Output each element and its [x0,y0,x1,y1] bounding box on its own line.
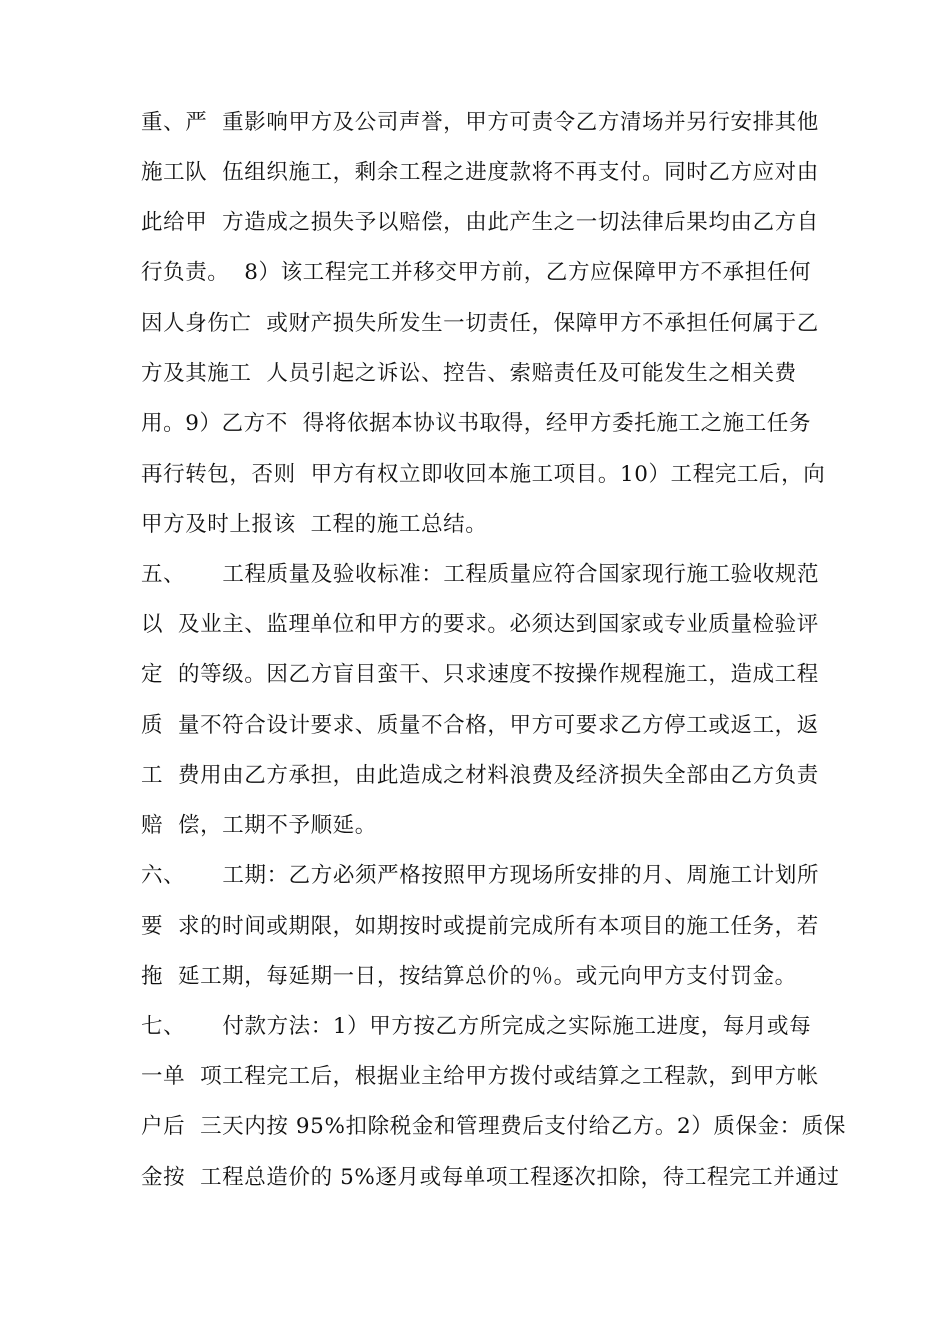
text-line: 以 及业主、监理单位和甲方的要求。必须达到国家或专业质量检验评 [141,612,819,637]
text-line: 用。9）乙方不 得将依据本协议书取得，经甲方委托施工之施工任务 [141,411,812,436]
text-line: 此给甲 方造成之损失予以赔偿，由此产生之一切法律后果均由乙方自 [141,210,819,235]
text-line: 工 费用由乙方承担，由此造成之材料浪费及经济损失全部由乙方负责 [141,763,819,788]
section-heading-7: 七、 付款方法：1）甲方按乙方所完成之实际施工进度，每月或每 [141,1014,812,1039]
text-line: 要 求的时间或期限，如期按时或提前完成所有本项目的施工任务，若 [141,914,819,939]
text-line: 定 的等级。因乙方盲目蛮干、只求速度不按操作规程施工，造成工程 [141,662,819,687]
text-line: 重、严 重影响甲方及公司声誉，甲方可责令乙方清场并另行安排其他 [141,110,819,135]
text-line: 因人身伤亡 或财产损失所发生一切责任，保障甲方不承担任何属于乙 [141,311,819,336]
text-line: 金按 工程总造价的 5%逐月或每单项工程逐次扣除，待工程完工并通过 [141,1165,840,1190]
text-line: 赔 偿，工期不予顺延。 [141,813,377,838]
text-line: 施工队 伍组织施工，剩余工程之进度款将不再支付。同时乙方应对由 [141,160,819,185]
text-line: 一单 项工程完工后，根据业主给甲方拨付或结算之工程款，到甲方帐 [141,1064,819,1089]
section-heading-6: 六、 工期：乙方必须严格按照甲方现场所安排的月、周施工计划所 [141,863,820,888]
text-line: 再行转包，否则 甲方有权立即收回本施工项目。10）工程完工后，向 [141,462,826,487]
text-line: 方及其施工 人员引起之诉讼、控告、索赔责任及可能发生之相关费 [141,361,797,386]
text-line: 拖 延工期，每延期一日，按结算总价的％。或元向甲方支付罚金。 [141,964,797,989]
text-line: 户后 三天内按 95%扣除税金和管理费后支付给乙方。2）质保金：质保 [141,1114,846,1139]
text-line: 甲方及时上报该 工程的施工总结。 [141,512,488,537]
text-line: 行负责。 8）该工程完工并移交甲方前，乙方应保障甲方不承担任何 [141,260,812,285]
text-line: 质 量不符合设计要求、质量不合格，甲方可要求乙方停工或返工，返 [141,713,819,738]
section-heading-5: 五、 工程质量及验收标准：工程质量应符合国家现行施工验收规范 [141,562,820,587]
